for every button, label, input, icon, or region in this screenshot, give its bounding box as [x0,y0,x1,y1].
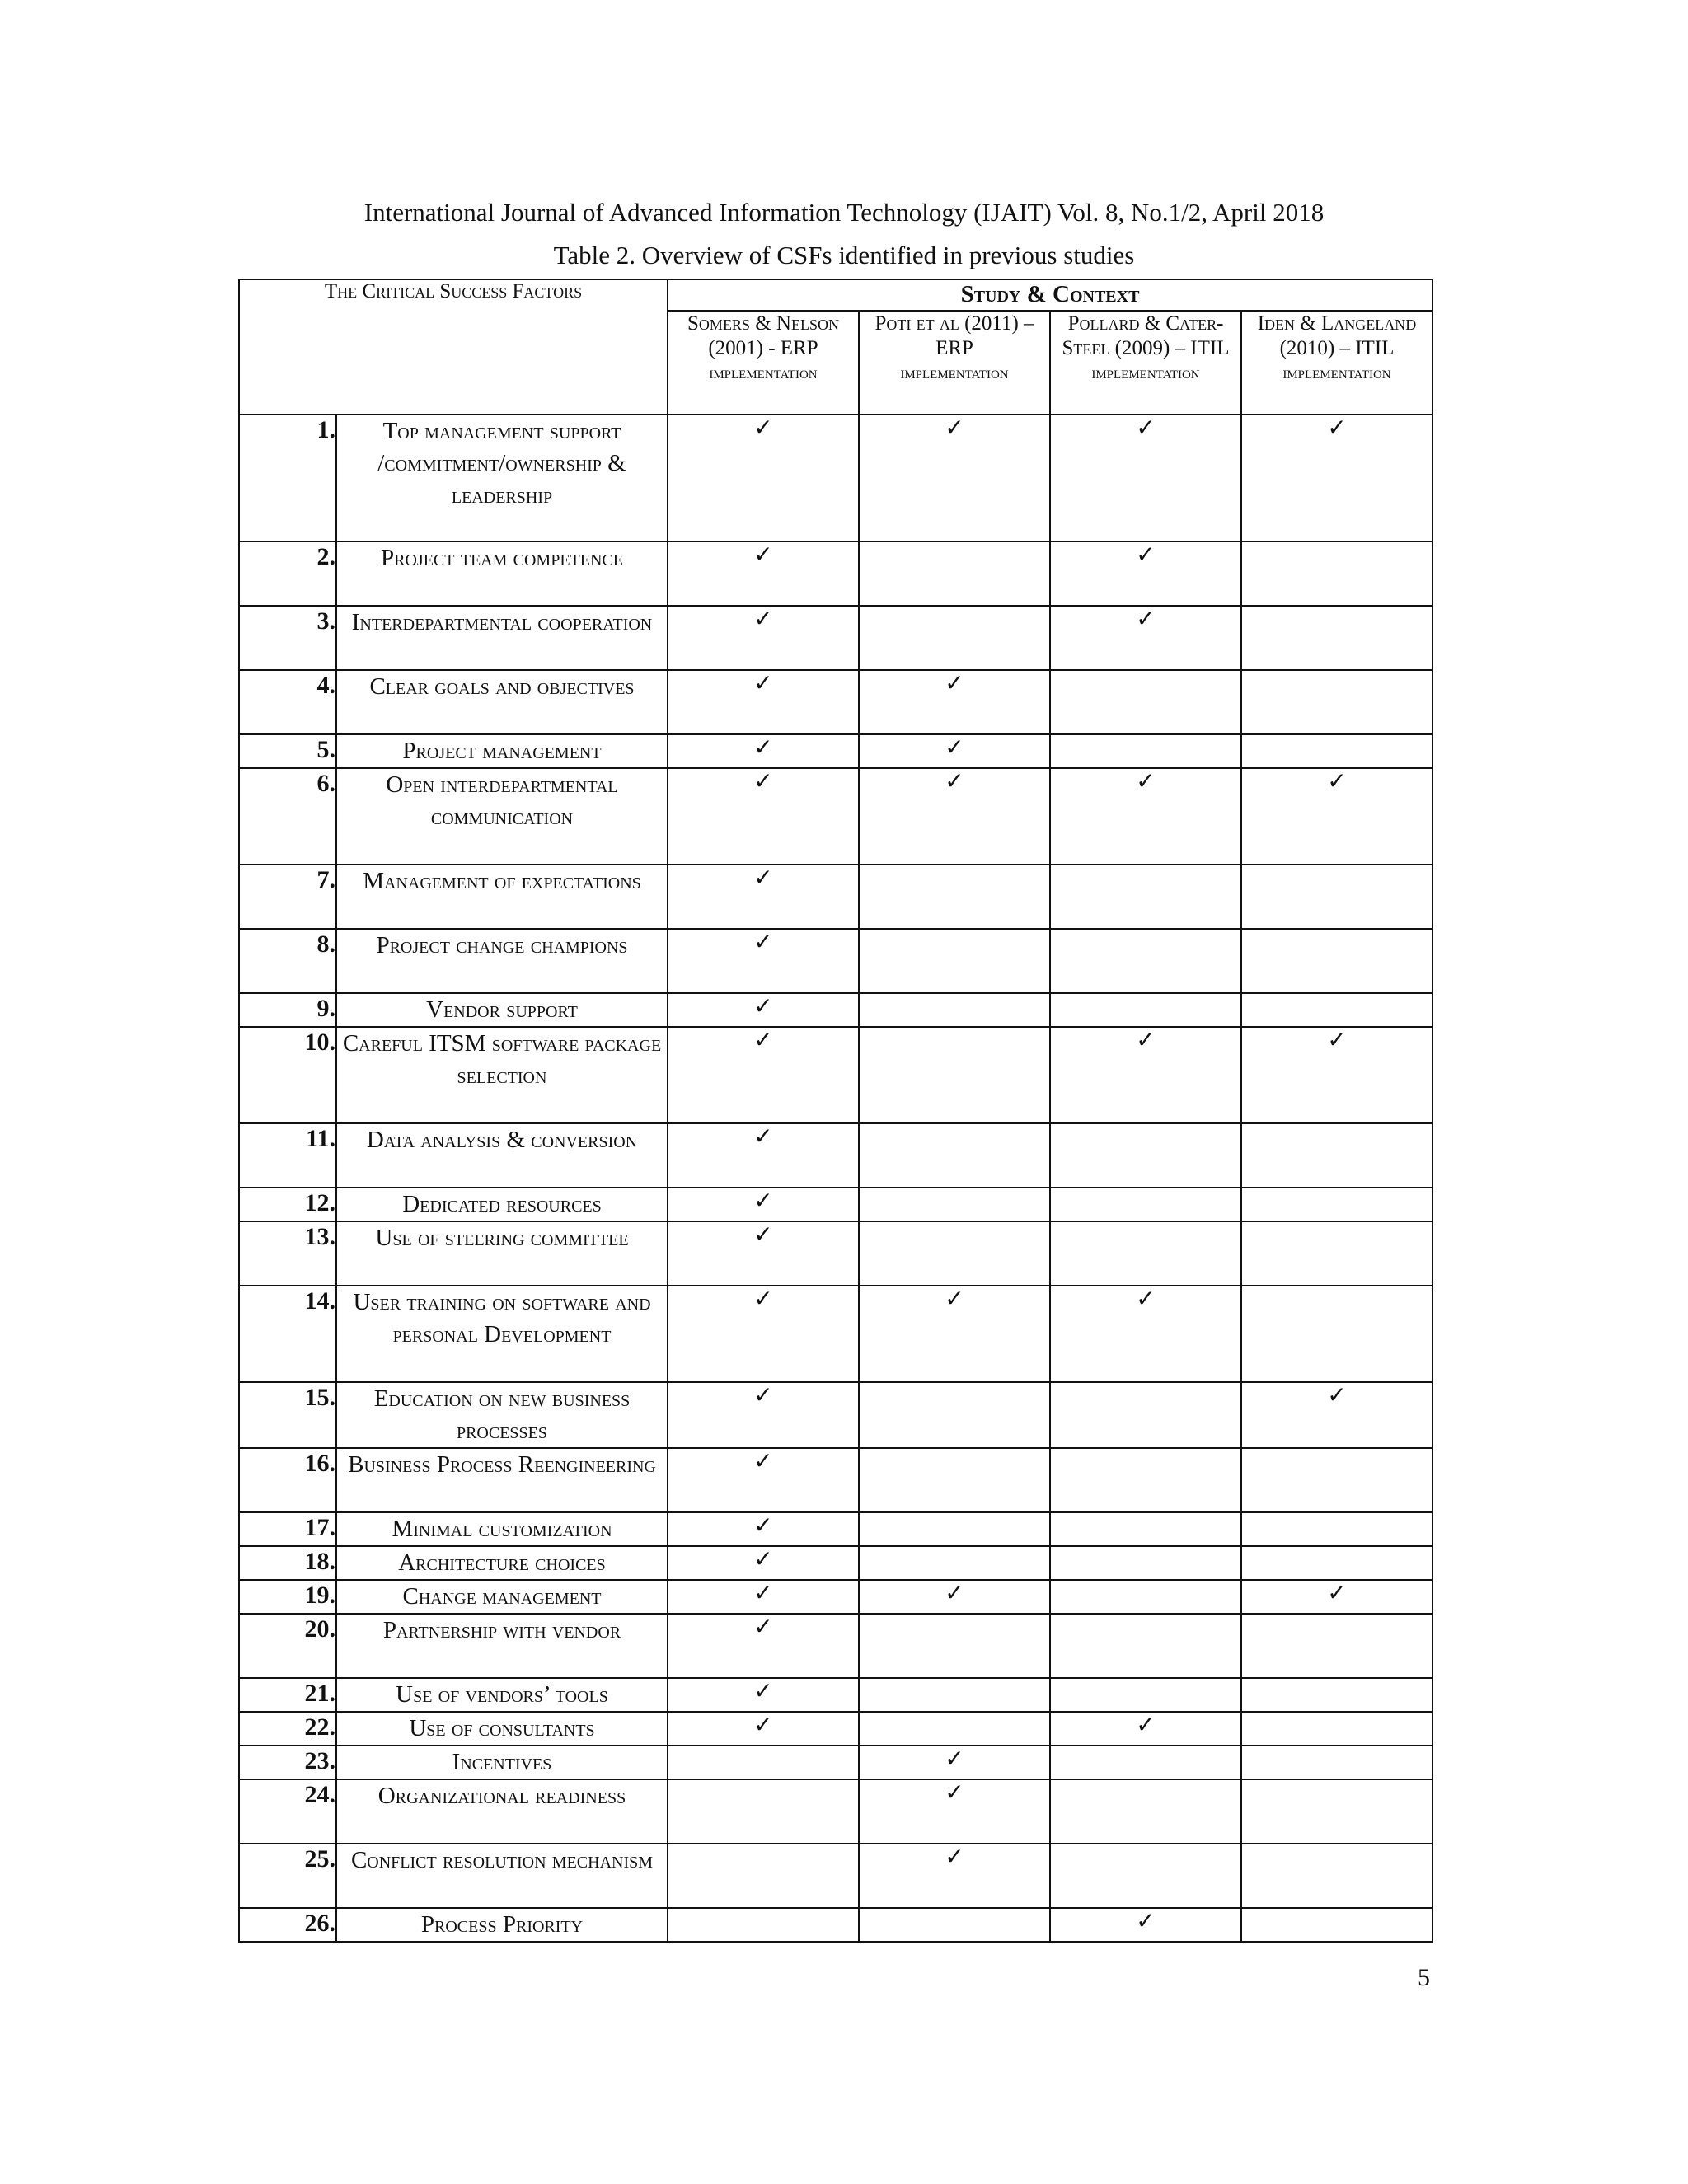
table-row [239,1448,1432,1512]
check-cell [1050,1614,1241,1678]
factor-number: 5. [239,734,336,768]
checkmark-icon: ✓ [1136,1907,1156,1934]
check-cell [1241,1844,1432,1908]
table-head [239,279,1432,415]
table-row [239,929,1432,993]
check-cell [1050,1382,1241,1448]
check-cell [859,1908,1050,1942]
checkmark-icon: ✓ [1136,1711,1156,1738]
checkmark-icon: ✓ [1327,767,1347,794]
check-cell [1241,606,1432,670]
check-cell [859,1712,1050,1746]
factor-number: 20. [239,1614,336,1678]
check-cell [668,415,859,541]
check-cell [668,1678,859,1712]
factor-label: Use of consultants [336,1712,668,1746]
factor-number: 19. [239,1580,336,1614]
check-cell [668,768,859,865]
checkmark-icon: ✓ [753,864,773,891]
factor-label: Business Process Reengineering [336,1448,668,1512]
checkmark-icon: ✓ [945,1285,964,1312]
check-cell [668,1448,859,1512]
checkmark-icon: ✓ [945,1779,964,1806]
check-cell [1241,1382,1432,1448]
checkmark-icon: ✓ [753,767,773,794]
checkmark-icon: ✓ [945,767,964,794]
checkmark-icon: ✓ [753,1447,773,1474]
table-row [239,734,1432,768]
checkmark-icon: ✓ [753,1613,773,1640]
check-cell [1241,1779,1432,1844]
checkmark-icon: ✓ [945,414,964,441]
check-cell [1241,1746,1432,1779]
check-cell [1050,1027,1241,1123]
factor-number: 8. [239,929,336,993]
checkmark-icon: ✓ [753,1677,773,1704]
factor-number: 1. [239,415,336,541]
check-cell [668,1614,859,1678]
check-cell [1241,1221,1432,1286]
check-cell [1050,1678,1241,1712]
check-cell [1050,541,1241,606]
check-cell [1241,415,1432,541]
check-cell [1050,1221,1241,1286]
check-cell [668,1027,859,1123]
check-cell [859,1580,1050,1614]
check-cell [859,1512,1050,1546]
check-cell [1050,1512,1241,1546]
checkmark-icon: ✓ [1136,1026,1156,1053]
check-cell [859,865,1050,929]
check-cell [1241,929,1432,993]
csf-table [238,279,1433,1943]
check-cell [1050,415,1241,541]
factor-number: 10. [239,1027,336,1123]
study-citation: Poti et al (2011) – ERP [874,312,1034,359]
check-cell [1050,1286,1241,1382]
check-cell [1050,1746,1241,1779]
study-header-somers-nelson [668,311,859,415]
checkmark-icon: ✓ [753,992,773,1019]
check-cell [859,415,1050,541]
check-cell [668,1580,859,1614]
checkmark-icon: ✓ [753,541,773,568]
table-row [239,865,1432,929]
check-cell [859,929,1050,993]
check-cell [668,1712,859,1746]
table-row [239,1546,1432,1580]
factor-label: Dedicated resources [336,1188,668,1221]
check-cell [859,1844,1050,1908]
check-cell [1241,768,1432,865]
check-cell [1050,1844,1241,1908]
check-cell [859,1448,1050,1512]
factor-label: Use of steering committee [336,1221,668,1286]
checkmark-icon: ✓ [945,733,964,761]
checkmark-icon: ✓ [753,1285,773,1312]
check-cell [859,1678,1050,1712]
checkmark-icon: ✓ [753,1381,773,1408]
check-cell [859,1027,1050,1123]
csf-column-header: The Critical Success Factors [239,279,668,415]
check-cell [1241,1512,1432,1546]
check-cell [1241,1448,1432,1512]
check-cell [1241,865,1432,929]
study-citation: Iden & Langeland (2010) – ITIL [1257,312,1417,359]
check-cell [1050,865,1241,929]
factor-number: 12. [239,1188,336,1221]
checkmark-icon: ✓ [753,1711,773,1738]
checkmark-icon: ✓ [945,669,964,696]
table-row [239,1286,1432,1382]
factor-label: Incentives [336,1746,668,1779]
check-cell [859,1188,1050,1221]
checkmark-icon: ✓ [753,1221,773,1248]
checkmark-icon: ✓ [753,1187,773,1214]
factor-number: 15. [239,1382,336,1448]
table-row [239,1678,1432,1712]
checkmark-icon: ✓ [753,605,773,632]
checkmark-icon: ✓ [753,1545,773,1572]
check-cell [1241,1678,1432,1712]
factor-label: Education on new business processes [336,1382,668,1448]
check-cell [1050,1448,1241,1512]
table-row [239,993,1432,1027]
checkmark-icon: ✓ [1136,605,1156,632]
study-implementation-label: implementation [900,363,1009,382]
factor-number: 4. [239,670,336,734]
checkmark-icon: ✓ [945,1745,964,1772]
table-row [239,1221,1432,1286]
check-cell [668,929,859,993]
table-row [239,1712,1432,1746]
study-citation: Somers & Nelson (2001) - ERP [687,312,839,359]
check-cell [668,606,859,670]
factor-label: Organizational readiness [336,1779,668,1844]
factor-label: Project management [336,734,668,768]
factor-label: Project team competence [336,541,668,606]
table-row [239,606,1432,670]
factor-number: 7. [239,865,336,929]
check-cell [668,1546,859,1580]
table-caption: Table 2. Overview of CSFs identified in previous studies [553,241,1135,269]
table-row [239,1580,1432,1614]
factor-number: 11. [239,1123,336,1188]
study-implementation-label: implementation [1091,363,1200,382]
check-cell [859,1123,1050,1188]
factor-number: 3. [239,606,336,670]
check-cell [668,541,859,606]
page-number: 5 [1418,1964,1430,1991]
checkmark-icon: ✓ [753,733,773,761]
check-cell [1050,1123,1241,1188]
factor-number: 25. [239,1844,336,1908]
check-cell [668,865,859,929]
check-cell [1241,1908,1432,1942]
check-cell [1241,734,1432,768]
table-row [239,670,1432,734]
check-cell [668,1779,859,1844]
study-citation: Pollard & Cater-Steel (2009) – ITIL [1062,312,1230,359]
factor-number: 14. [239,1286,336,1382]
factor-number: 2. [239,541,336,606]
check-cell [668,670,859,734]
factor-label: Interdepartmental cooperation [336,606,668,670]
check-cell [668,1746,859,1779]
check-cell [1050,768,1241,865]
check-cell [1241,1546,1432,1580]
table-row [239,1908,1432,1942]
checkmark-icon: ✓ [753,928,773,955]
check-cell [1241,670,1432,734]
factor-label: Top management support /commitment/ownership & leadership [336,415,668,541]
check-cell [668,1123,859,1188]
checkmark-icon: ✓ [945,1843,964,1870]
factor-label: Architecture choices [336,1546,668,1580]
study-context-header: Study & Context [668,279,1432,311]
check-cell [668,1908,859,1942]
factor-label: User training on software and personal Development [336,1286,668,1382]
factor-number: 23. [239,1746,336,1779]
check-cell [668,734,859,768]
factor-label: Minimal customization [336,1512,668,1546]
check-cell [668,993,859,1027]
check-cell [859,1286,1050,1382]
table-row [239,1844,1432,1908]
check-cell [668,1221,859,1286]
factor-label: Careful ITSM software package selection [336,1027,668,1123]
checkmark-icon: ✓ [753,669,773,696]
table-row [239,415,1432,541]
factor-number: 21. [239,1678,336,1712]
check-cell [668,1382,859,1448]
factor-label: Open interdepartmental communication [336,768,668,865]
factor-label: Project change champions [336,929,668,993]
factor-label: Change management [336,1580,668,1614]
factor-number: 22. [239,1712,336,1746]
factor-number: 17. [239,1512,336,1546]
factor-number: 18. [239,1546,336,1580]
check-cell [1050,606,1241,670]
check-cell [1050,1188,1241,1221]
check-cell [1241,1123,1432,1188]
check-cell [1050,1712,1241,1746]
checkmark-icon: ✓ [753,414,773,441]
checkmark-icon: ✓ [1327,1579,1347,1606]
factor-number: 6. [239,768,336,865]
checkmark-icon: ✓ [945,1579,964,1606]
check-cell [1241,1712,1432,1746]
checkmark-icon: ✓ [1327,1381,1347,1408]
check-cell [859,768,1050,865]
check-cell [1050,1580,1241,1614]
check-cell [1050,1908,1241,1942]
checkmark-icon: ✓ [753,1579,773,1606]
check-cell [1050,1779,1241,1844]
check-cell [1050,734,1241,768]
checkmark-icon: ✓ [1136,541,1156,568]
table-row [239,1512,1432,1546]
factor-number: 9. [239,993,336,1027]
check-cell [859,606,1050,670]
check-cell [859,993,1050,1027]
study-implementation-label: implementation [709,363,818,382]
table-row [239,1779,1432,1844]
table-row [239,541,1432,606]
check-cell [859,1382,1050,1448]
study-implementation-label: implementation [1282,363,1391,382]
check-cell [668,1188,859,1221]
check-cell [859,734,1050,768]
check-cell [1241,1580,1432,1614]
check-cell [859,541,1050,606]
study-header-poti-et-al [859,311,1050,415]
factor-number: 13. [239,1221,336,1286]
table-row [239,1382,1432,1448]
factor-label: Clear goals and objectives [336,670,668,734]
check-cell [1241,1188,1432,1221]
factor-label: Conflict resolution mechanism [336,1844,668,1908]
check-cell [859,1546,1050,1580]
check-cell [859,1221,1050,1286]
check-cell [668,1512,859,1546]
check-cell [1241,1286,1432,1382]
table-row [239,1027,1432,1123]
check-cell [1050,929,1241,993]
factor-label: Data analysis & conversion [336,1123,668,1188]
factor-number: 24. [239,1779,336,1844]
factor-label: Partnership with vendor [336,1614,668,1678]
table-row [239,1614,1432,1678]
check-cell [1241,1614,1432,1678]
table-row [239,1188,1432,1221]
factor-label: Process Priority [336,1908,668,1942]
check-cell [1050,993,1241,1027]
factor-number: 26. [239,1908,336,1942]
table-body [239,415,1432,1942]
factor-label: Vendor support [336,993,668,1027]
check-cell [1050,670,1241,734]
check-cell [1050,1546,1241,1580]
table-row [239,1123,1432,1188]
checkmark-icon: ✓ [753,1511,773,1539]
table-row [239,768,1432,865]
check-cell [859,1779,1050,1844]
journal-header: International Journal of Advanced Information Technology (IJAIT) Vol. 8, No.1/2, April 2018 [363,198,1325,227]
study-header-iden-langeland [1241,311,1432,415]
study-header-pollard-cater-steel [1050,311,1241,415]
check-cell [1241,1027,1432,1123]
factor-label: Management of expectations [336,865,668,929]
table-row [239,1746,1432,1779]
checkmark-icon: ✓ [753,1026,773,1053]
checkmark-icon: ✓ [753,1122,773,1150]
check-cell [668,1286,859,1382]
check-cell [1241,541,1432,606]
factor-number: 16. [239,1448,336,1512]
check-cell [1241,993,1432,1027]
check-cell [859,1614,1050,1678]
factor-label: Use of vendors’ tools [336,1678,668,1712]
check-cell [859,670,1050,734]
check-cell [668,1844,859,1908]
check-cell [859,1746,1050,1779]
checkmark-icon: ✓ [1136,414,1156,441]
checkmark-icon: ✓ [1136,1285,1156,1312]
checkmark-icon: ✓ [1327,1026,1347,1053]
checkmark-icon: ✓ [1136,767,1156,794]
checkmark-icon: ✓ [1327,414,1347,441]
